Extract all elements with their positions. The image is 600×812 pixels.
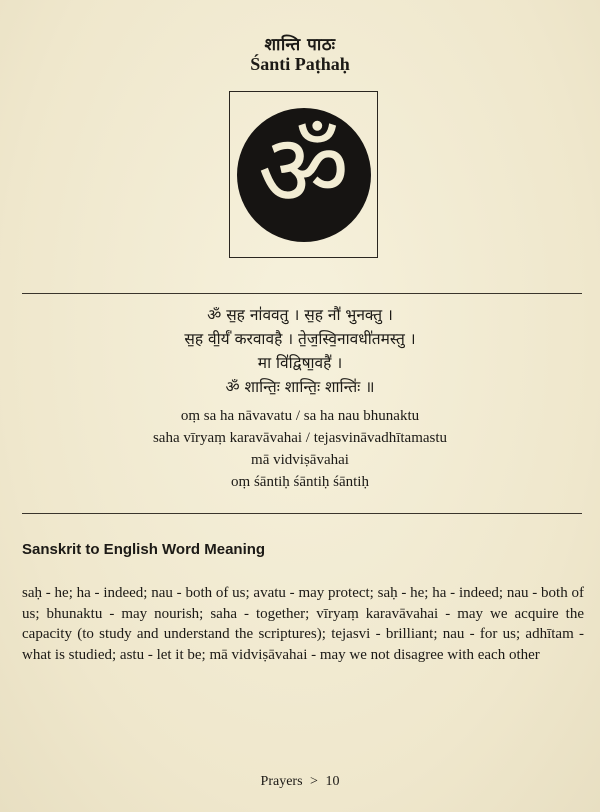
page-footer	[0, 774, 600, 790]
mantra-transliteration-line: oṃ śāntiḥ śāntiḥ śāntiḥ	[231, 474, 369, 490]
om-emblem-disc	[237, 108, 371, 242]
mantra-devanagari-line: ॐ शान्तिः॒ शान्तिः॒ शान्तिः॑ ॥	[225, 378, 375, 396]
om-icon: ॐ	[257, 111, 350, 229]
divider-top	[22, 293, 582, 294]
footer-separator: >	[310, 774, 318, 789]
mantra-devanagari-line: ॐ स॒ह ना॑ववतु । स॒ह नौ॑ भुनक्तु ।	[207, 306, 393, 324]
mantra-transliteration-line: oṃ sa ha nāvavatu / sa ha nau bhunaktu	[180, 408, 420, 424]
section-heading: Sanskrit to English Word Meaning	[22, 541, 266, 558]
divider-bottom	[22, 513, 582, 514]
title-devanagari: शान्ति पाठः	[264, 35, 336, 55]
mantra-devanagari	[0, 303, 600, 399]
mantra-devanagari-line: स॒ह वी॒र्यं॑ करवावहै । ते॒ज॒स्वि॒नावधी॑तमस्तु ।	[184, 330, 416, 348]
om-emblem-frame	[229, 91, 378, 258]
page-number: 10	[325, 774, 340, 789]
word-meaning-paragraph: saḥ - he; ha - indeed; nau - both of us; avatu - may protect; saḥ - he; ha - indeed; nau - both of us; bhunaktu - may nourish; saha - together; vīryaṃ karavāvahai - may we acquire the capacity (to study and understand the scriptures); tejasvi - brilliant; nau - for us; adhītam - what is studied; astu - let it be; mā vidviṣāvahai - may we not disagree with each other	[22, 585, 584, 663]
footer-book-title: Prayers	[260, 774, 303, 789]
title-transliteration: Śanti Paṭhaḥ	[250, 54, 350, 74]
mantra-transliteration-line: saha vīryaṃ karavāvahai / tejasvināvadhītamastu	[152, 430, 448, 446]
mantra-transliteration	[0, 405, 600, 493]
mantra-transliteration-line: mā vidviṣāvahai	[251, 452, 349, 468]
mantra-devanagari-line: मा वि॑द्विषा॒वहै॑ ।	[257, 354, 343, 372]
